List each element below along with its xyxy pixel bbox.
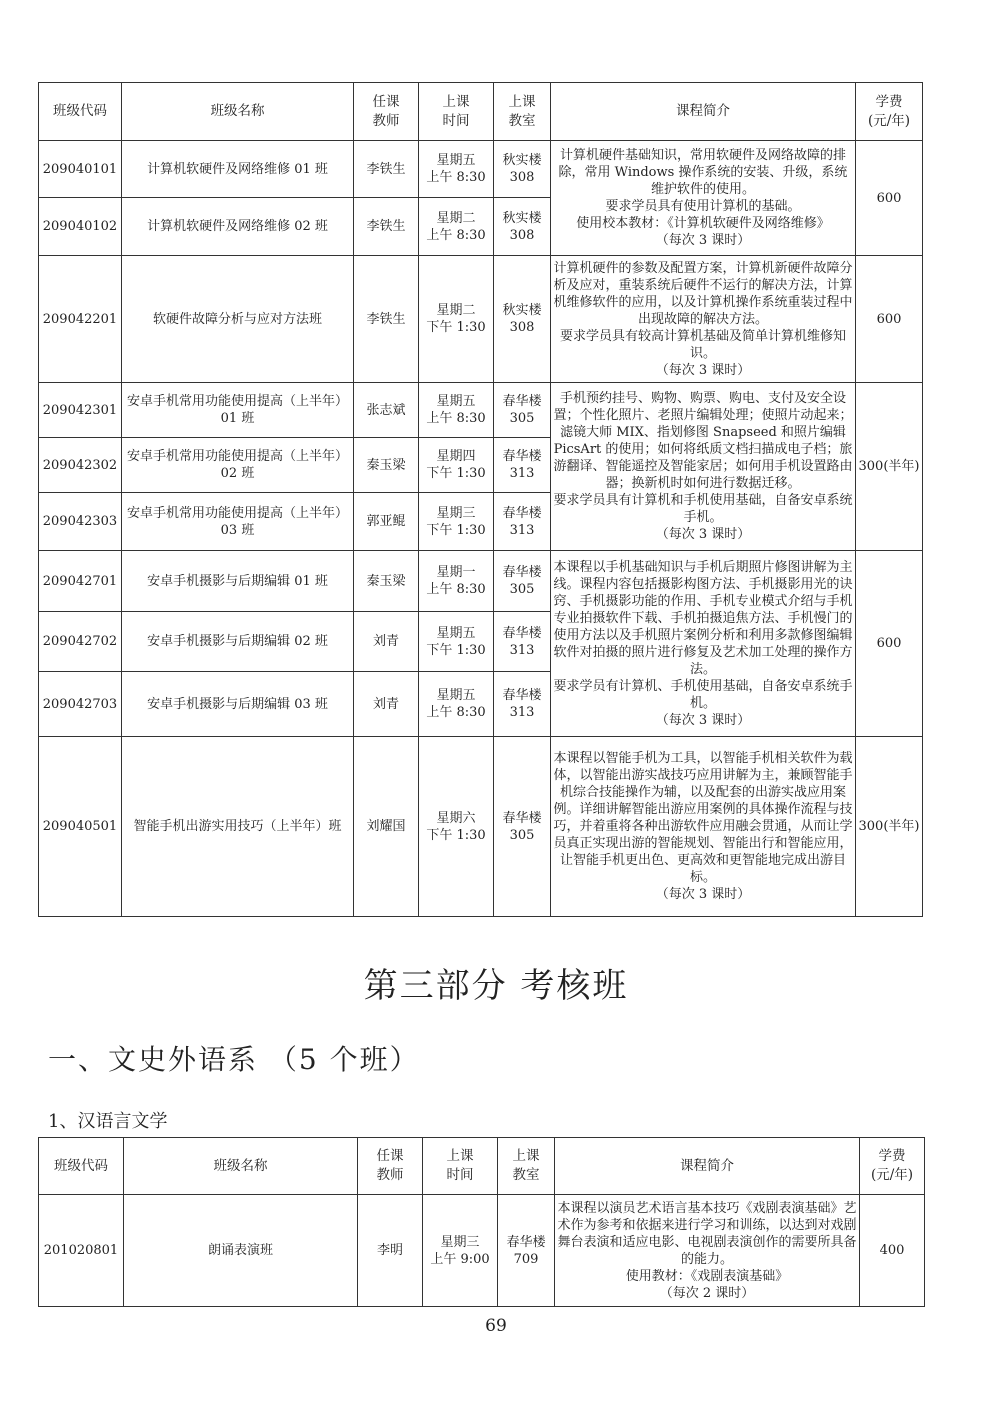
class-name: 朗诵表演班 <box>124 1195 358 1307</box>
header-teacher: 任课 教师 <box>354 83 419 141</box>
class-time: 星期三 下午 1:30 <box>419 493 494 551</box>
class-time: 星期五 下午 1:30 <box>419 612 494 672</box>
table-header-row <box>39 1138 925 1195</box>
course-intro: 计算机硬件基础知识，常用软硬件及网络故障的排除，常用 Windows 操作系统的安装、升级，系统维护软件的使用。 要求学员具有使用计算机的基础。 使用校本教材：《计算机软硬件及网络维修》 （每次 3 课时） <box>551 141 856 256</box>
header-name: 班级名称 <box>122 83 354 141</box>
table-row <box>39 141 923 198</box>
course-intro: 本课程以智能手机为工具，以智能手机相关软件为载体，以智能出游实战技巧应用讲解为主，兼顾智能手机综合技能操作为辅，以及配套的出游实战应用案例。详细讲解智能出游应用案例的具体操作流程与技巧，并着重将各种出游软件应用融会贯通，从而让学员真正实现出游的智能规划、智能出行和智能应用，让智能手机更出色、更高效和更智能地完成出游目标。 （每次 3 课时） <box>551 737 856 917</box>
class-code: 209040501 <box>39 737 122 917</box>
class-time: 星期五 上午 8:30 <box>419 672 494 737</box>
part-title: 第三部分 考核班 <box>363 966 629 1006</box>
department-title: 一、文史外语系 （5 个班） <box>48 1043 420 1076</box>
class-name: 安卓手机摄影与后期编辑 01 班 <box>122 551 354 612</box>
table-row <box>39 551 923 612</box>
header-fee: 学费 (元/年) <box>860 1138 925 1195</box>
class-name: 计算机软硬件及网络维修 02 班 <box>122 198 354 256</box>
tuition-fee: 300(半年) <box>856 737 923 917</box>
class-name: 智能手机出游实用技巧（上半年）班 <box>122 737 354 917</box>
classroom: 春华楼 709 <box>498 1195 555 1307</box>
teacher: 刘青 <box>354 612 419 672</box>
class-code: 209040101 <box>39 141 122 198</box>
course-intro: 本课程以演员艺术语言基本技巧《戏剧表演基础》艺术作为参考和依据来进行学习和训练，以达到对戏剧舞台表演和适应电影、电视剧表演创作的需要所具备的能力。 使用教材：《戏剧表演基础》 （每次 2 课时） <box>555 1195 860 1307</box>
classroom: 春华楼 313 <box>494 672 551 737</box>
course-table-1 <box>38 82 923 917</box>
course-intro: 本课程以手机基础知识与手机后期照片修图讲解为主线。课程内容包括摄影构图方法、手机摄影用光的诀窍、手机摄影功能的作用、手机专业模式介绍与手机专业拍摄软件下载、手机拍摄追焦方法、手机慢门的使用方法以及手机照片案例分析和利用多款修图编辑软件对拍摄的照片进行修复及艺术加工处理的操作方法。 要求学员有计算机、手机使用基础，自备安卓系统手机。 （每次 3 课时） <box>551 551 856 737</box>
class-time: 星期二 上午 8:30 <box>419 198 494 256</box>
class-code: 209042303 <box>39 493 122 551</box>
teacher: 李铁生 <box>354 198 419 256</box>
class-code: 209042703 <box>39 672 122 737</box>
class-time: 星期一 上午 8:30 <box>419 551 494 612</box>
teacher: 刘耀国 <box>354 737 419 917</box>
class-code: 209042201 <box>39 256 122 383</box>
classroom: 秋实楼 308 <box>494 198 551 256</box>
tuition-fee: 600 <box>856 551 923 737</box>
teacher: 秦玉梁 <box>354 438 419 493</box>
class-time: 星期四 下午 1:30 <box>419 438 494 493</box>
table-row <box>39 1195 925 1307</box>
teacher: 秦玉梁 <box>354 551 419 612</box>
class-name: 软硬件故障分析与应对方法班 <box>122 256 354 383</box>
class-code: 209042301 <box>39 383 122 438</box>
class-name: 计算机软硬件及网络维修 01 班 <box>122 141 354 198</box>
header-time: 上课 时间 <box>419 83 494 141</box>
teacher: 张志斌 <box>354 383 419 438</box>
class-name: 安卓手机常用功能使用提高（上半年） 03 班 <box>122 493 354 551</box>
tuition-fee: 600 <box>856 141 923 256</box>
header-code: 班级代码 <box>39 83 122 141</box>
class-code: 209042302 <box>39 438 122 493</box>
teacher: 李铁生 <box>354 256 419 383</box>
course-intro: 计算机硬件的参数及配置方案，计算机新硬件故障分析及应对，重装系统后硬件不运行的解决方法，计算机维修软件的应用，以及计算机操作系统重装过程中出现故障的解决方法。 要求学员具有较高计算机基础及简单计算机维修知识。 （每次 3 课时） <box>551 256 856 383</box>
header-teacher: 任课 教师 <box>358 1138 423 1195</box>
class-time: 星期六 下午 1:30 <box>419 737 494 917</box>
class-name: 安卓手机摄影与后期编辑 03 班 <box>122 672 354 737</box>
classroom: 春华楼 313 <box>494 438 551 493</box>
header-time: 上课 时间 <box>423 1138 498 1195</box>
header-room: 上课 教室 <box>494 83 551 141</box>
header-intro: 课程简介 <box>555 1138 860 1195</box>
class-name: 安卓手机摄影与后期编辑 02 班 <box>122 612 354 672</box>
header-fee: 学费 (元/年) <box>856 83 923 141</box>
table-header-row <box>39 83 923 141</box>
teacher: 刘青 <box>354 672 419 737</box>
classroom: 春华楼 305 <box>494 551 551 612</box>
course-table-2 <box>38 1137 925 1307</box>
classroom: 秋实楼 308 <box>494 256 551 383</box>
course-intro: 手机预约挂号、购物、购票、购电、支付及安全设置；个性化照片、老照片编辑处理；使照片动起来；滤镜大师 MIX、指划修图 Snapseed 和照片编辑 PicsArt 的使用；如何将纸质文档扫描成电子档；旅游翻译、智能遥控及智能家居；如何用手机设置路由器；换新机时如何进行数据迁移。 要求学员具有计算机和手机使用基础，自备安卓系统手机。 （每次 3 课时） <box>551 383 856 551</box>
class-time: 星期三 上午 9:00 <box>423 1195 498 1307</box>
class-code: 209042701 <box>39 551 122 612</box>
classroom: 秋实楼 308 <box>494 141 551 198</box>
class-code: 201020801 <box>39 1195 124 1307</box>
table-row <box>39 737 923 917</box>
table-row <box>39 383 923 438</box>
classroom: 春华楼 313 <box>494 493 551 551</box>
class-time: 星期五 上午 8:30 <box>419 383 494 438</box>
tuition-fee: 300(半年) <box>856 383 923 551</box>
header-code: 班级代码 <box>39 1138 124 1195</box>
teacher: 郭亚鲲 <box>354 493 419 551</box>
classroom: 春华楼 305 <box>494 737 551 917</box>
tuition-fee: 600 <box>856 256 923 383</box>
class-name: 安卓手机常用功能使用提高（上半年） 02 班 <box>122 438 354 493</box>
header-intro: 课程简介 <box>551 83 856 141</box>
teacher: 李铁生 <box>354 141 419 198</box>
class-code: 209040102 <box>39 198 122 256</box>
header-name: 班级名称 <box>124 1138 358 1195</box>
classroom: 春华楼 313 <box>494 612 551 672</box>
page-number: 69 <box>485 1316 507 1336</box>
class-time: 星期五 上午 8:30 <box>419 141 494 198</box>
class-time: 星期二 下午 1:30 <box>419 256 494 383</box>
subject-title: 1、汉语言文学 <box>48 1111 168 1132</box>
tuition-fee: 400 <box>860 1195 925 1307</box>
classroom: 春华楼 305 <box>494 383 551 438</box>
class-code: 209042702 <box>39 612 122 672</box>
class-name: 安卓手机常用功能使用提高（上半年） 01 班 <box>122 383 354 438</box>
header-room: 上课 教室 <box>498 1138 555 1195</box>
table-row <box>39 256 923 383</box>
teacher: 李明 <box>358 1195 423 1307</box>
